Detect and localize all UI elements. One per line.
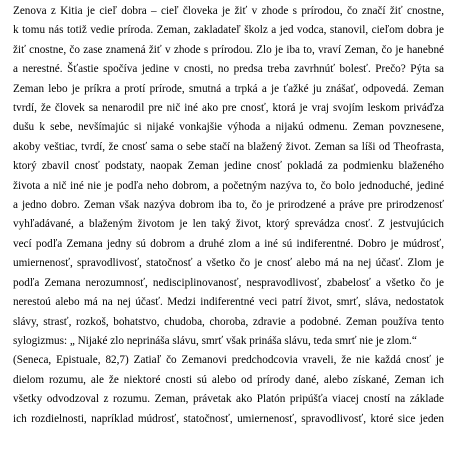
text-line: dušu k sebe, nevšímajúc si nijaké vonkajšie výhoda a nijakú odmenu. Zeman povznesene,: [13, 121, 444, 134]
text-line: života a nič iné nie je podľa neho dobrom, a početným nazýva to, čo bolo jednoduché, jediné: [13, 179, 444, 192]
text-line: dielom rozumu, ale že niektoré cnosti sú alebo od prírody dané, alebo získané, Zeman ich: [13, 373, 444, 386]
text-line: sylogizmus: „ Nijaké zlo neprináša slávu, smrť však prináša slávu, teda smrť nie je zlom.“: [13, 334, 417, 347]
text-line: ktorý zbavil cnosť podstaty, naopak Zeman jedine cnosť pokladá za podmienku blaženého: [13, 160, 444, 173]
text-line: vecí podľa Zemana jedny sú dobrom a druhé zlom a iné sú indiferentné. Dobro je múdrosť,: [13, 237, 444, 250]
text-line: (Seneca, Epistuale, 82,7) Zatiaľ čo Zemanovi predchodcovia vraveli, že nie každá cnosť je: [13, 354, 444, 367]
text-line: akoby veštiac, tvrdí, že cnosť sama o sebe stačí na blažený život. Zeman sa líši od Theofrasta,: [13, 140, 444, 153]
text-line: Zeman lebo je príkra a protí prírode, smutná a trpká a je ťažké ju znášať, odpovedá. Zeman: [13, 82, 444, 95]
text-line: k tomu nás totiž vedie príroda. Zeman, zakladateľ školz a jed vodca, stanovil, cieľom dobra je: [13, 24, 444, 37]
text-line: žiť cnostne, čo zase znamená žiť v zhode s prírodou. Zlo je iba to, vraví Zeman, čo je hanebné: [13, 43, 444, 56]
text-line: ich rozdielnosti, napríklad múdrosť, statočnosť, umiernenosť, spravodlivosť, ktoré sice jeden: [13, 412, 444, 425]
text-line: a jedno dobro. Zeman však nazýva dobrom iba to, čo je prirodzené a práve pre prirodzenosť: [13, 199, 444, 212]
text-line: vyhľadávané, a blaženým životom je len taký život, ktorý sprevádza cnosť. Z jestvujúcich: [13, 218, 444, 231]
text-line: nerestoú alebo má na nej účasť. Medzi indiferentné veci patrí život, smrť, sláva, nedostatok: [13, 296, 444, 309]
text-line: slávy, strasť, rozkoš, bohatstvo, chudoba, choroba, zdravie a podobné. Zeman používa tento: [13, 315, 444, 328]
text-line: všetky odvodzoval z rozumu. Zeman, právetak ako Platón pripúšťa viacej cností na základe: [13, 393, 444, 406]
text-line: umiernenosť, spravodlivosť, statočnosť a všetko čo je cnosť alebo má na nej účasť. Zlom je: [13, 257, 444, 270]
text-line: Zenova z Kitia je cieľ dobra – cieľ človeka je žiť v zhode s prírodou, čo značí žiť cnostne,: [13, 5, 444, 17]
text-line: podľa Zemana nerozumnosť, nedisciplinovanosť, nespravodlivosť, zbabelosť a všetko čo je: [13, 276, 444, 289]
document-body: [13, 2, 444, 429]
text-line: a nerestné. Šťastie spočíva jedine v cnosti, no predsa treba zavrhnúť bolesť. Prečo? Pýta sa: [13, 63, 444, 76]
text-line: tvrdí, že človek sa nenarodil pre nič iné ako pre cnosť, ktorá je vraj svojím leskom priváďza: [13, 102, 444, 115]
